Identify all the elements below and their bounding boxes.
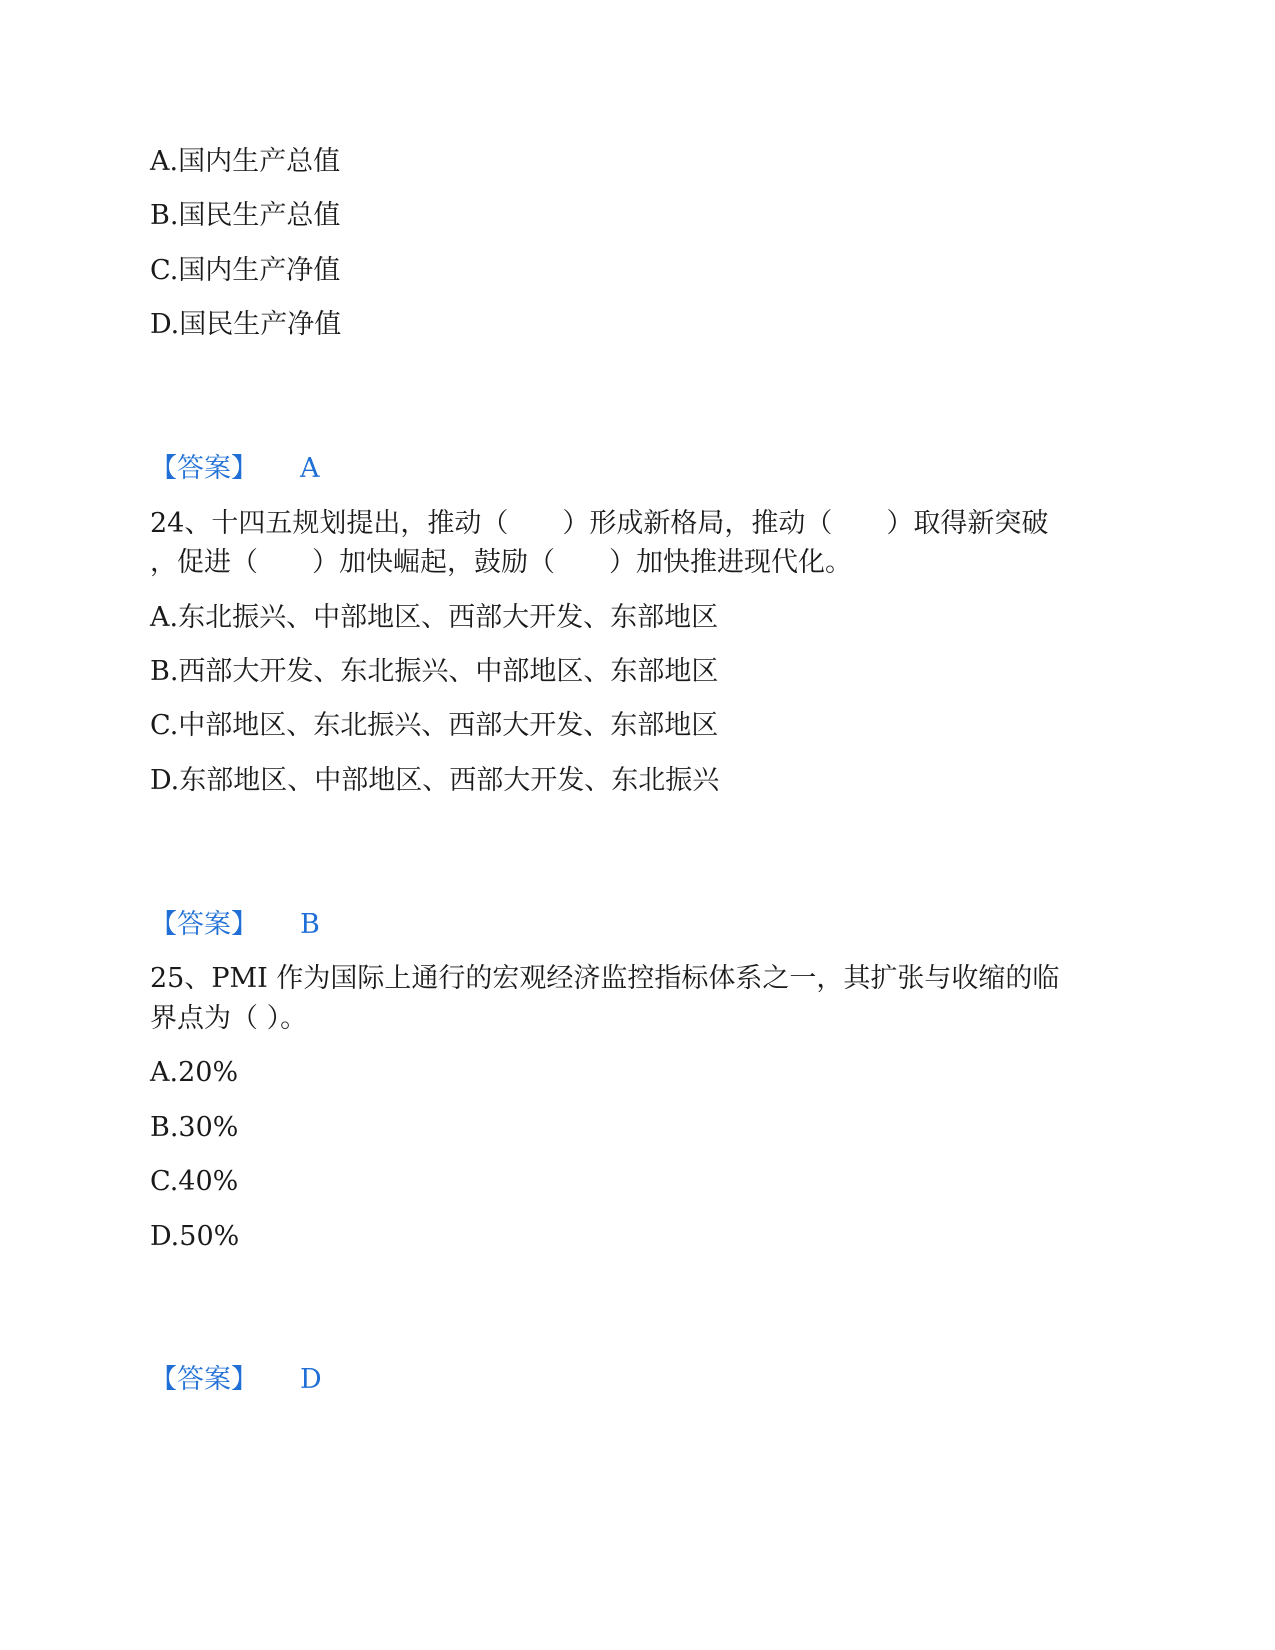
q23-option-d: D.国民生产净值 xyxy=(150,309,342,340)
q24-stem-line1: 24、十四五规划提出，推动（ ）形成新格局，推动（ ）取得新突破 xyxy=(150,508,1049,539)
q24-option-b: B.西部大开发、东北振兴、中部地区、东部地区 xyxy=(150,656,719,687)
q24-answer xyxy=(150,908,550,942)
answer-label: 【答案】 xyxy=(150,1364,258,1395)
q25-option-b: B.30% xyxy=(150,1112,239,1143)
q24-stem-line2: ，促进（ ）加快崛起，鼓励（ ）加快推进现代化。 xyxy=(150,547,852,578)
q25-option-c: C.40% xyxy=(150,1166,239,1197)
answer-value: D xyxy=(300,1364,322,1395)
q25-stem-line2: 界点为（ ）。 xyxy=(150,1003,308,1034)
q25-option-d: D.50% xyxy=(150,1221,240,1252)
q23-option-c: C.国内生产净值 xyxy=(150,255,341,286)
answer-value: B xyxy=(300,909,320,940)
q23-answer xyxy=(150,452,550,486)
q24-option-a: A.东北振兴、中部地区、西部大开发、东部地区 xyxy=(150,602,719,633)
answer-label: 【答案】 xyxy=(150,909,258,940)
q25-stem-line1: 25、PMI 作为国际上通行的宏观经济监控指标体系之一，其扩张与收缩的临 xyxy=(150,963,1060,994)
answer-label: 【答案】 xyxy=(150,453,258,484)
q24-option-c: C.中部地区、东北振兴、西部大开发、东部地区 xyxy=(150,710,719,741)
answer-value: A xyxy=(300,453,320,484)
q23-option-b: B.国民生产总值 xyxy=(150,200,341,231)
q25-answer xyxy=(150,1363,550,1397)
q24-option-d: D.东部地区、中部地区、西部大开发、东北振兴 xyxy=(150,765,720,796)
q23-option-a: A.国内生产总值 xyxy=(150,146,341,177)
q25-option-a: A.20% xyxy=(150,1057,239,1088)
